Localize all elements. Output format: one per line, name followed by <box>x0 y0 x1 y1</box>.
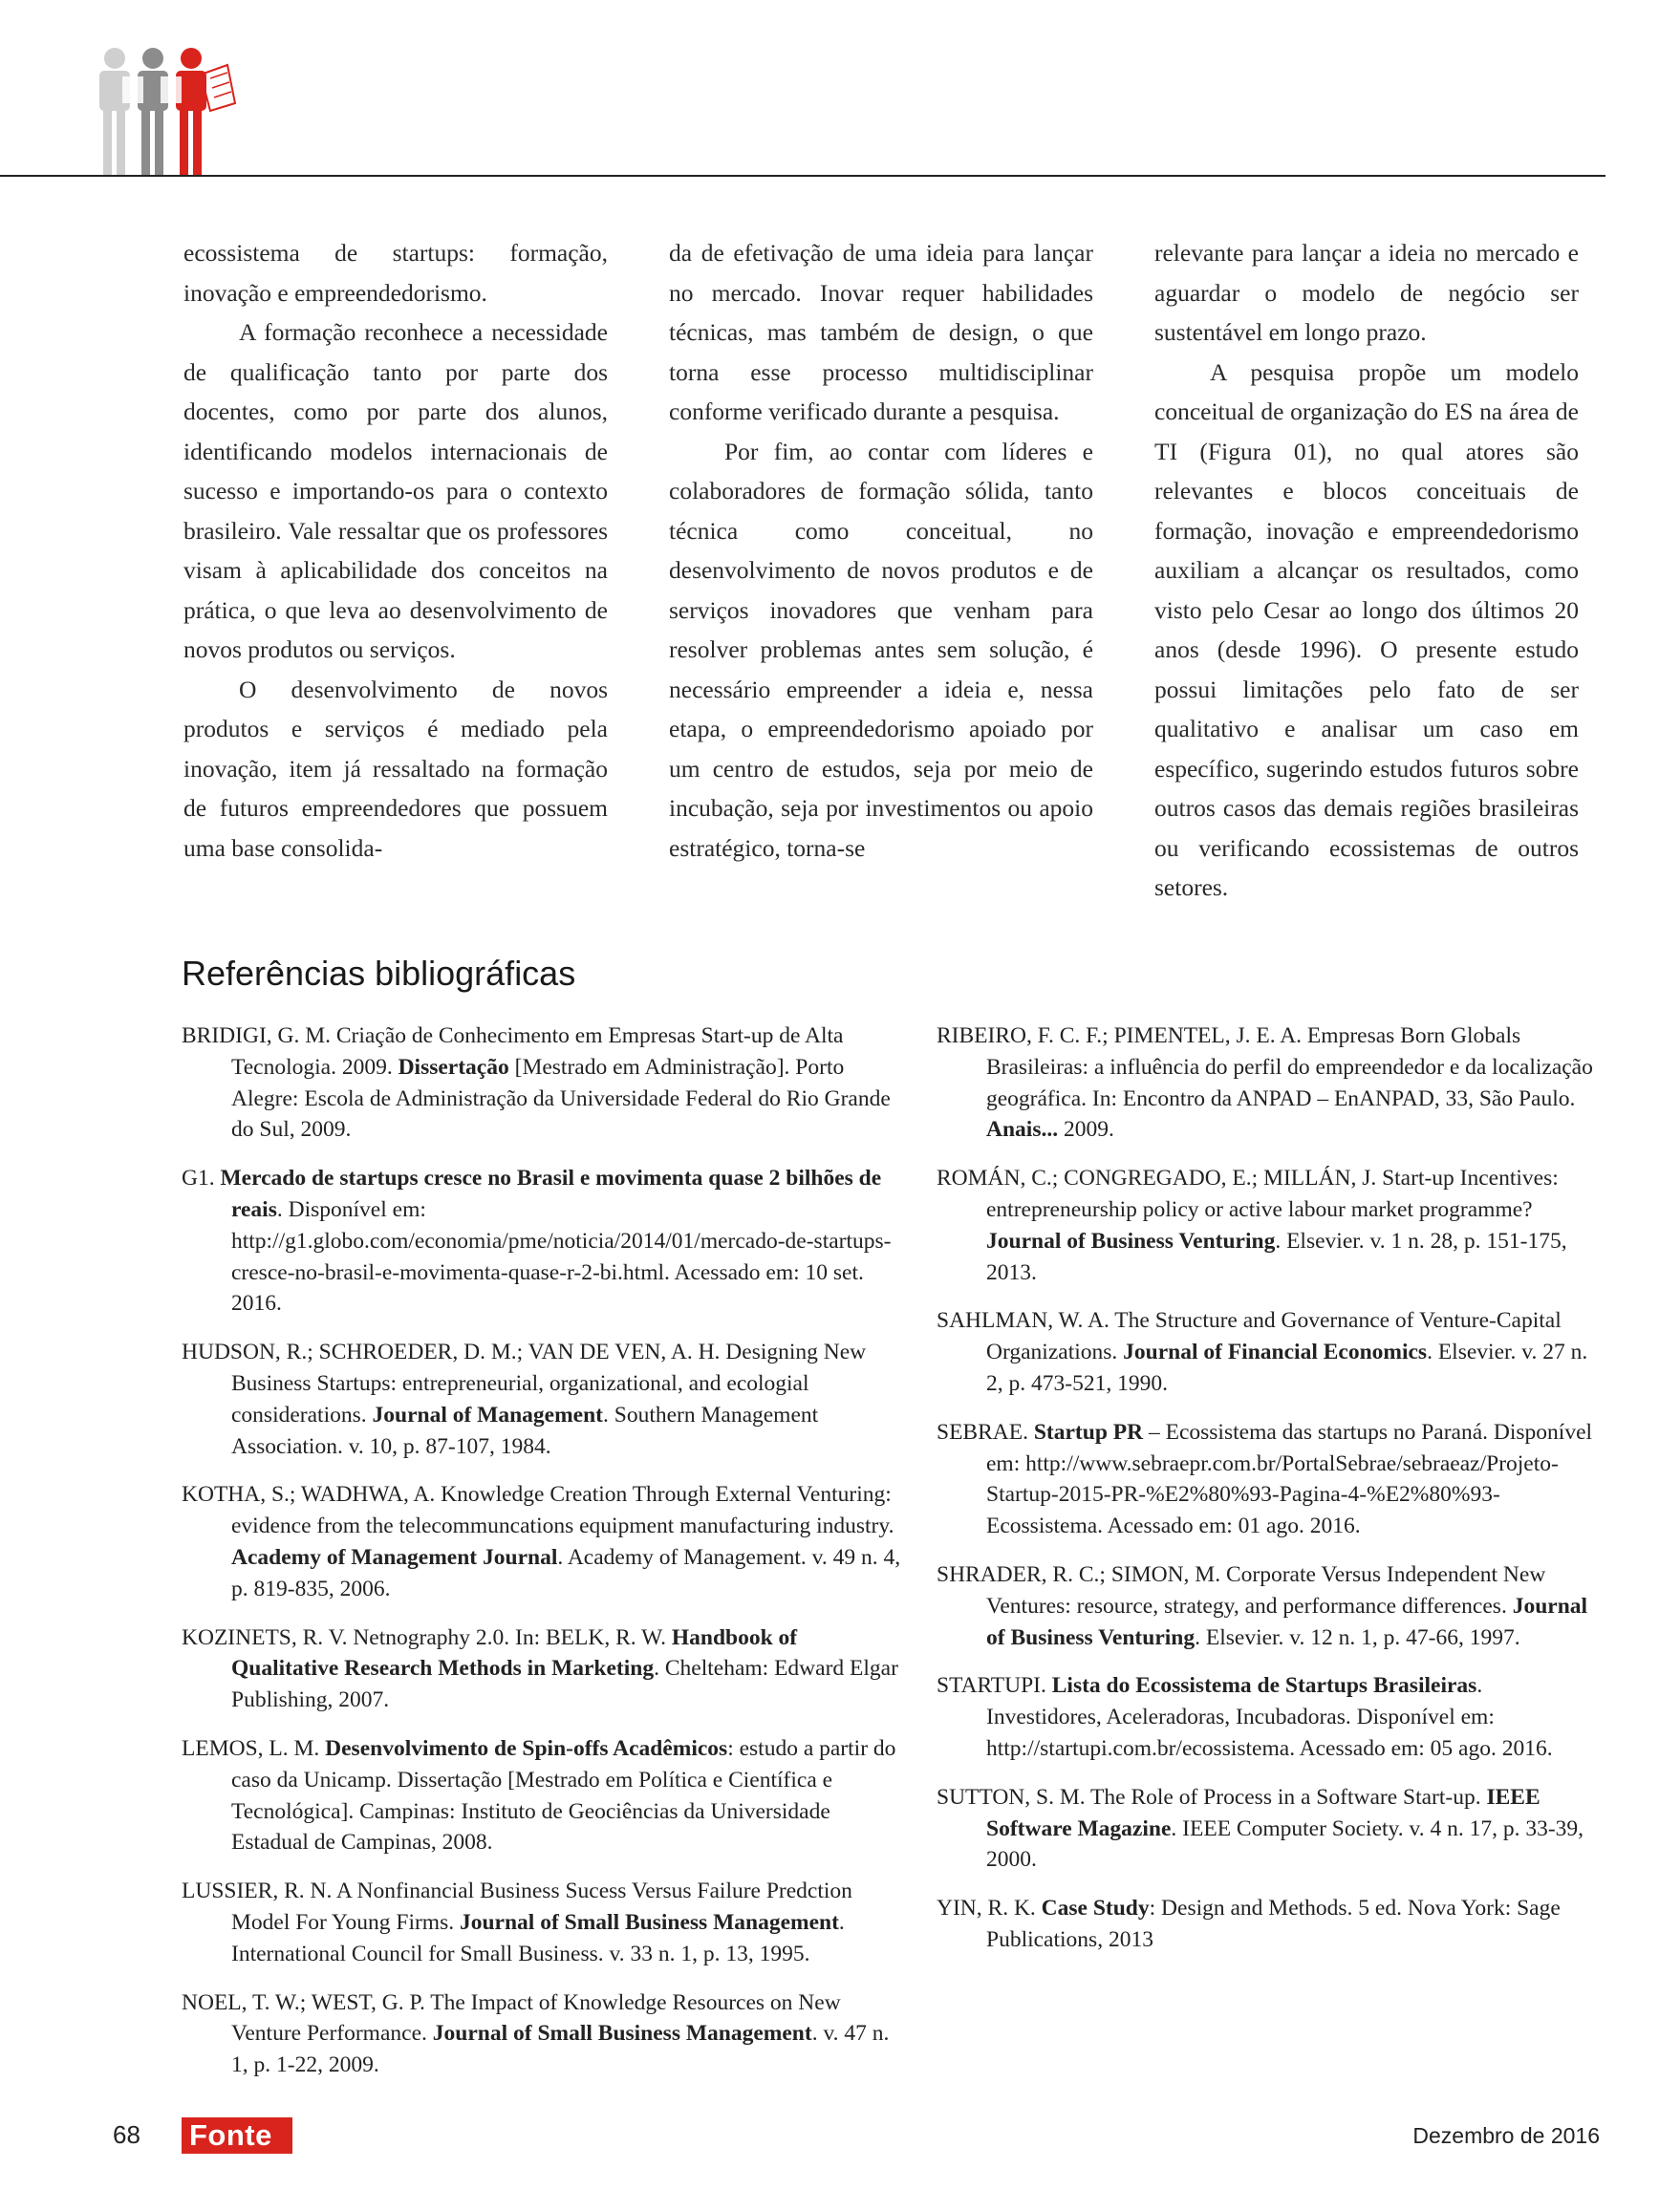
reference-text: LEMOS, L. M. <box>182 1735 326 1761</box>
reference-text: . Academy of Management. v. 49 n. 4, p. 819-835, 2006. <box>231 1544 901 1601</box>
reference-entry <box>182 1622 903 1716</box>
reference-title: Handbook of Qualitative Research Methods in Marketing <box>231 1624 798 1682</box>
reference-title: Startup PR <box>1033 1419 1144 1445</box>
paragraph: ecossistema de startups: formação, inovação e empreendedorismo. <box>183 239 608 307</box>
reference-title: Lista do Ecossistema de Startups Brasileiras <box>1051 1673 1477 1699</box>
references-heading: Referências bibliográficas <box>182 954 576 993</box>
reference-entry <box>182 1020 903 1146</box>
reference-title: Mercado de startups cresce no Brasil e movimenta quase 2 bilhões de reais <box>220 1166 882 1222</box>
reference-text: BRIDIGI, G. M. Criação de Conhecimento em Empresas Start-up de Alta Tecnologia. 2009. <box>182 1023 844 1080</box>
issue-date: Dezembro de 2016 <box>1412 2123 1600 2148</box>
reference-title: Journal of Business Venturing <box>986 1228 1276 1254</box>
reference-text: ROMÁN, C.; CONGREGADO, E.; MILLÁN, J. Start-up Incentives: entrepreneurship policy or active labour market programme? <box>937 1166 1559 1222</box>
reference-entry <box>182 1163 903 1320</box>
paragraph: A pesquisa propõe um modelo conceitual de organização do ES na área de TI (Figura 01), no qual atores são relevantes e blocos conceituais de formação, inovação e empreendedorismo auxiliam a alcançar os resultados, como visto pelo Cesar ao longo dos últimos 20 anos (desde 1996). O presente estudo possui limitações pelo fato de ser qualitativo e analisar um caso em específico, sugerindo estudos futuros sobre outros casos das demais regiões brasileiras ou verificando ecossistemas de outros setores. <box>1154 357 1579 901</box>
reference-title: Case Study <box>1041 1896 1150 1922</box>
reference-text: . Elsevier. v. 27 n. 2, p. 473-521, 1990. <box>986 1340 1588 1396</box>
reference-text: NOEL, T. W.; WEST, G. P. The Impact of Knowledge Resources on New Venture Performance. <box>182 1989 841 2047</box>
reference-title: Desenvolvimento de Spin-offs Acadêmicos <box>325 1735 728 1761</box>
reference-text: KOTHA, S.; WADHWA, A. Knowledge Creation Through External Venturing: evidence from the telecommuncations equipment manufacturing industry. <box>182 1482 894 1539</box>
reference-text: . IEEE Computer Society. v. 4 n. 17, p. 33-39, 2000. <box>986 1815 1584 1873</box>
reference-text: YIN, R. K. <box>937 1896 1042 1922</box>
reference-entry <box>182 1733 903 1858</box>
reference-text: G1. <box>182 1166 221 1192</box>
reference-entry <box>937 1893 1596 1956</box>
references-column-left <box>182 1020 903 2098</box>
paragraph: relevante para lançar a ideia no mercado e aguardar o modelo de negócio ser sustentável em longo prazo. <box>1154 239 1579 346</box>
reference-text: . Chelteham: Edward Elgar Publishing, 2007. <box>231 1656 898 1713</box>
reference-title: Journal of Business Venturing <box>986 1593 1588 1650</box>
text-column-2 <box>669 233 1093 868</box>
reference-entry <box>937 1559 1596 1653</box>
paragraph: A formação reconhece a necessidade de qualificação tanto por parte dos docentes, como por parte dos alunos, identificando modelos internacionais de sucesso e importando-os para o contexto brasileiro. Vale ressaltar que os professores visam à aplicabilidade dos conceitos na prática, o que leva ao desenvolvimento de novos produtos ou serviços. <box>183 318 608 663</box>
reference-title: Academy of Management Journal <box>231 1544 558 1570</box>
reference-entry <box>182 1987 903 2081</box>
reference-title: Dissertação <box>398 1054 509 1080</box>
paragraph: Por fim, ao contar com líderes e colaboradores de formação sólida, tanto técnica como conceitual, no desenvolvimento de novos produtos e de serviços inovadores que venham para resolver problemas antes sem solução, é necessário empreender a ideia e, nessa etapa, o empreendedorismo apoiado por um centro de estudos, seja por meio de incubação, seja por investimentos ou apoio estratégico, torna-se <box>669 437 1093 862</box>
reference-title: Journal of Small Business Management <box>459 1909 839 1935</box>
paragraph: O desenvolvimento de novos produtos e serviços é mediado pela inovação, item já ressaltado na formação de futuros empreendedores que possuem uma base consolida- <box>183 675 608 862</box>
reference-text: RIBEIRO, F. C. F.; PIMENTEL, J. E. A. Empresas Born Globals Brasileiras: a influência do perfil do empreendedor e da localização geográfica. In: Encontro da ANPAD – EnANPAD, 33, São Paulo. <box>937 1023 1593 1111</box>
reference-text: . v. 47 n. 1, p. 1-22, 2009. <box>231 2021 890 2078</box>
reference-text: [Mestrado em Administração]. Porto Alegre: Escola de Administração da Universidade Federal do Rio Grande do Sul, 2009. <box>231 1054 891 1143</box>
reference-entry <box>182 1479 903 1604</box>
text-column-1 <box>183 233 608 868</box>
reference-title: Anais... <box>986 1117 1059 1143</box>
reference-entry <box>937 1163 1596 1288</box>
reference-title: Journal of Financial Economics <box>1123 1340 1428 1365</box>
reference-text: STARTUPI. <box>937 1673 1052 1699</box>
brand-logo: Fonte <box>182 2117 292 2154</box>
reference-text: . Elsevier. v. 12 n. 1, p. 47-66, 1997. <box>1195 1624 1520 1650</box>
reference-text: . International Council for Small Business. v. 33 n. 1, p. 13, 1995. <box>231 1909 845 1966</box>
references-column-right <box>937 1020 1596 1973</box>
reference-text: : estudo a partir do caso da Unicamp. Dissertação [Mestrado em Política e Científica e Tecnológica]. Campinas: Instituto de Geociências da Universidade Estadual de Campinas, 2008. <box>231 1735 896 1856</box>
reference-title: IEEE Software Magazine <box>986 1784 1540 1841</box>
reference-text: HUDSON, R.; SCHROEDER, D. M.; VAN DE VEN, A. H. Designing New Business Startups: entrepreneurial, organizational, and ecologial considerations. <box>182 1340 867 1428</box>
reference-text: . Southern Management Association. v. 10, p. 87-107, 1984. <box>231 1402 819 1459</box>
reference-text: LUSSIER, R. N. A Nonfinancial Business Sucess Versus Failure Predction Model For Young Firms. <box>182 1879 852 1935</box>
reference-text: SAHLMAN, W. A. The Structure and Governance of Venture-Capital Organizations. <box>937 1308 1562 1365</box>
reference-entry <box>937 1670 1596 1764</box>
reference-text: : Design and Methods. 5 ed. Nova York: Sage Publications, 2013 <box>986 1896 1561 1952</box>
reference-entry <box>937 1305 1596 1399</box>
reference-entry <box>182 1876 903 1969</box>
reference-text: SUTTON, S. M. The Role of Process in a Software Start-up. <box>937 1784 1487 1810</box>
paragraph: da de efetivação de uma ideia para lançar no mercado. Inovar requer habilidades técnicas, mas também de design, o que torna esse processo multidisciplinar conforme verificado durante a pesquisa. <box>669 239 1093 425</box>
reference-title: Journal of Small Business Management <box>432 2021 812 2047</box>
reference-text: . Investidores, Aceleradoras, Incubadoras. Disponível em: http://startupi.com.br/ecossistema. Acessado em: 05 ago. 2016. <box>986 1673 1553 1761</box>
reference-text: – Ecossistema das startups no Paraná. Disponível em: http://www.sebraepr.com.br/PortalSebrae/sebraeaz/Projeto-Startup-2015-PR-%E2%80%93-Pagina-4-%E2%80%93-Ecossistema. Acessado em: 01 ago. 2016. <box>986 1419 1593 1539</box>
reference-text: 2009. <box>1058 1117 1114 1143</box>
reference-entry <box>937 1417 1596 1542</box>
page-number: 68 <box>113 2120 140 2149</box>
reference-text: SEBRAE. <box>937 1419 1034 1445</box>
reference-entry <box>182 1337 903 1462</box>
reference-title: Journal of Management <box>372 1402 604 1428</box>
reference-text: SHRADER, R. C.; SIMON, M. Corporate Versus Independent New Ventures: resource, strategy, and performance differences. <box>937 1561 1546 1619</box>
reference-text: . Elsevier. v. 1 n. 28, p. 151-175, 2013. <box>986 1228 1567 1285</box>
reference-entry <box>937 1020 1596 1146</box>
reference-text: . Disponível em: http://g1.globo.com/economia/pme/noticia/2014/01/mercado-de-startups-cresce-no-brasil-e-movimenta-quase-r-2-bi.html. Acessado em: 10 set. 2016. <box>231 1196 892 1317</box>
reference-entry <box>937 1782 1596 1876</box>
reference-text: KOZINETS, R. V. Netnography 2.0. In: BELK, R. W. <box>182 1624 672 1650</box>
people-logo-icon <box>94 46 237 178</box>
header-rule <box>0 175 1605 177</box>
text-column-3 <box>1154 233 1579 908</box>
